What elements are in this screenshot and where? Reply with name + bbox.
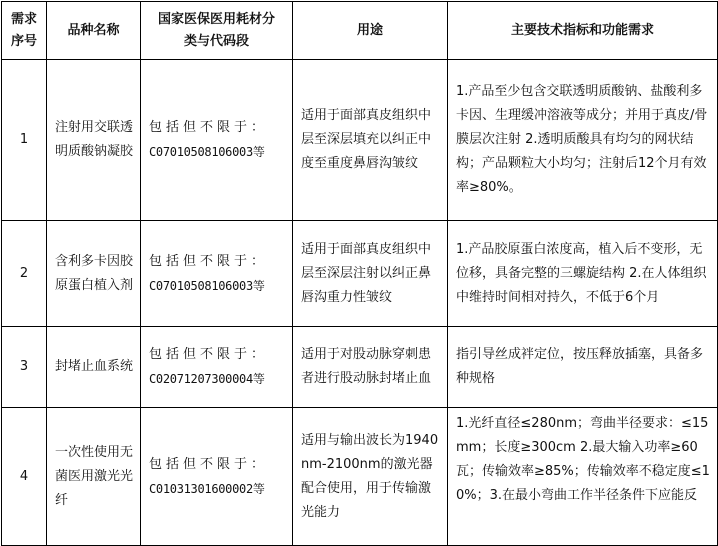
spec-text: 指引导丝成袢定位，按压释放插塞，具备多种规格 bbox=[448, 327, 718, 408]
product-name: 封堵止血系统 bbox=[47, 327, 141, 408]
spec-text: 1.光纤直径≤280nm；弯曲半径要求：≤15mm；长度≥300cm 2.最大输入功率≥60瓦；传输效率≥85%；传输效率不稳定度≤10%；3.在最小弯曲工作半径条件下应能反 bbox=[448, 408, 718, 546]
usage-text: 适用于面部真皮组织中层至深层填充以纠正中度至重度鼻唇沟皱纹 bbox=[293, 60, 448, 221]
code-cell: 包括但不限于： C07010508106003等 bbox=[141, 60, 293, 221]
header-name: 品种名称 bbox=[47, 2, 141, 60]
usage-text: 适用于面部真皮组织中层至深层注射以纠正鼻唇沟重力性皱纹 bbox=[293, 221, 448, 327]
header-use: 用途 bbox=[293, 2, 448, 60]
product-name: 一次性使用无菌医用激光光纤 bbox=[47, 408, 141, 546]
row-number: 3 bbox=[2, 327, 47, 408]
table-row bbox=[2, 60, 718, 221]
header-code: 国家医保医用耗材分 类与代码段 bbox=[141, 2, 293, 60]
table-row bbox=[2, 221, 718, 327]
code-cell: 包括但不限于： C01031301600002等 bbox=[141, 408, 293, 546]
spec-text: 1.产品至少包含交联透明质酸钠、盐酸利多卡因、生理缓冲溶液等成分；并用于真皮/骨膜层次注射 2.透明质酸具有均匀的网状结构；产品颗粒大小均匀；注射后12个月有效率≥80%。 bbox=[448, 60, 718, 221]
usage-text: 适用与输出波长为1940nm-2100nm的激光器配合使用，用于传输激光能力 bbox=[293, 408, 448, 546]
usage-text: 适用于对股动脉穿刺患者进行股动脉封堵止血 bbox=[293, 327, 448, 408]
table-row bbox=[2, 327, 718, 408]
table-row bbox=[2, 408, 718, 546]
product-name: 注射用交联透明质酸钠凝胶 bbox=[47, 60, 141, 221]
requirements-table bbox=[1, 1, 718, 546]
header-no: 需求 序号 bbox=[2, 2, 47, 60]
row-number: 1 bbox=[2, 60, 47, 221]
row-number: 2 bbox=[2, 221, 47, 327]
header-spec: 主要技术指标和功能需求 bbox=[448, 2, 718, 60]
row-number: 4 bbox=[2, 408, 47, 546]
product-name: 含利多卡因胶原蛋白植入剂 bbox=[47, 221, 141, 327]
header-row bbox=[2, 2, 718, 60]
code-cell: 包括但不限于： C07010508106003等 bbox=[141, 221, 293, 327]
spec-text: 1.产品胶原蛋白浓度高，植入后不变形，无位移，具备完整的三螺旋结构 2.在人体组织中维持时间相对持久，不低于6个月 bbox=[448, 221, 718, 327]
code-cell: 包括但不限于： C02071207300004等 bbox=[141, 327, 293, 408]
